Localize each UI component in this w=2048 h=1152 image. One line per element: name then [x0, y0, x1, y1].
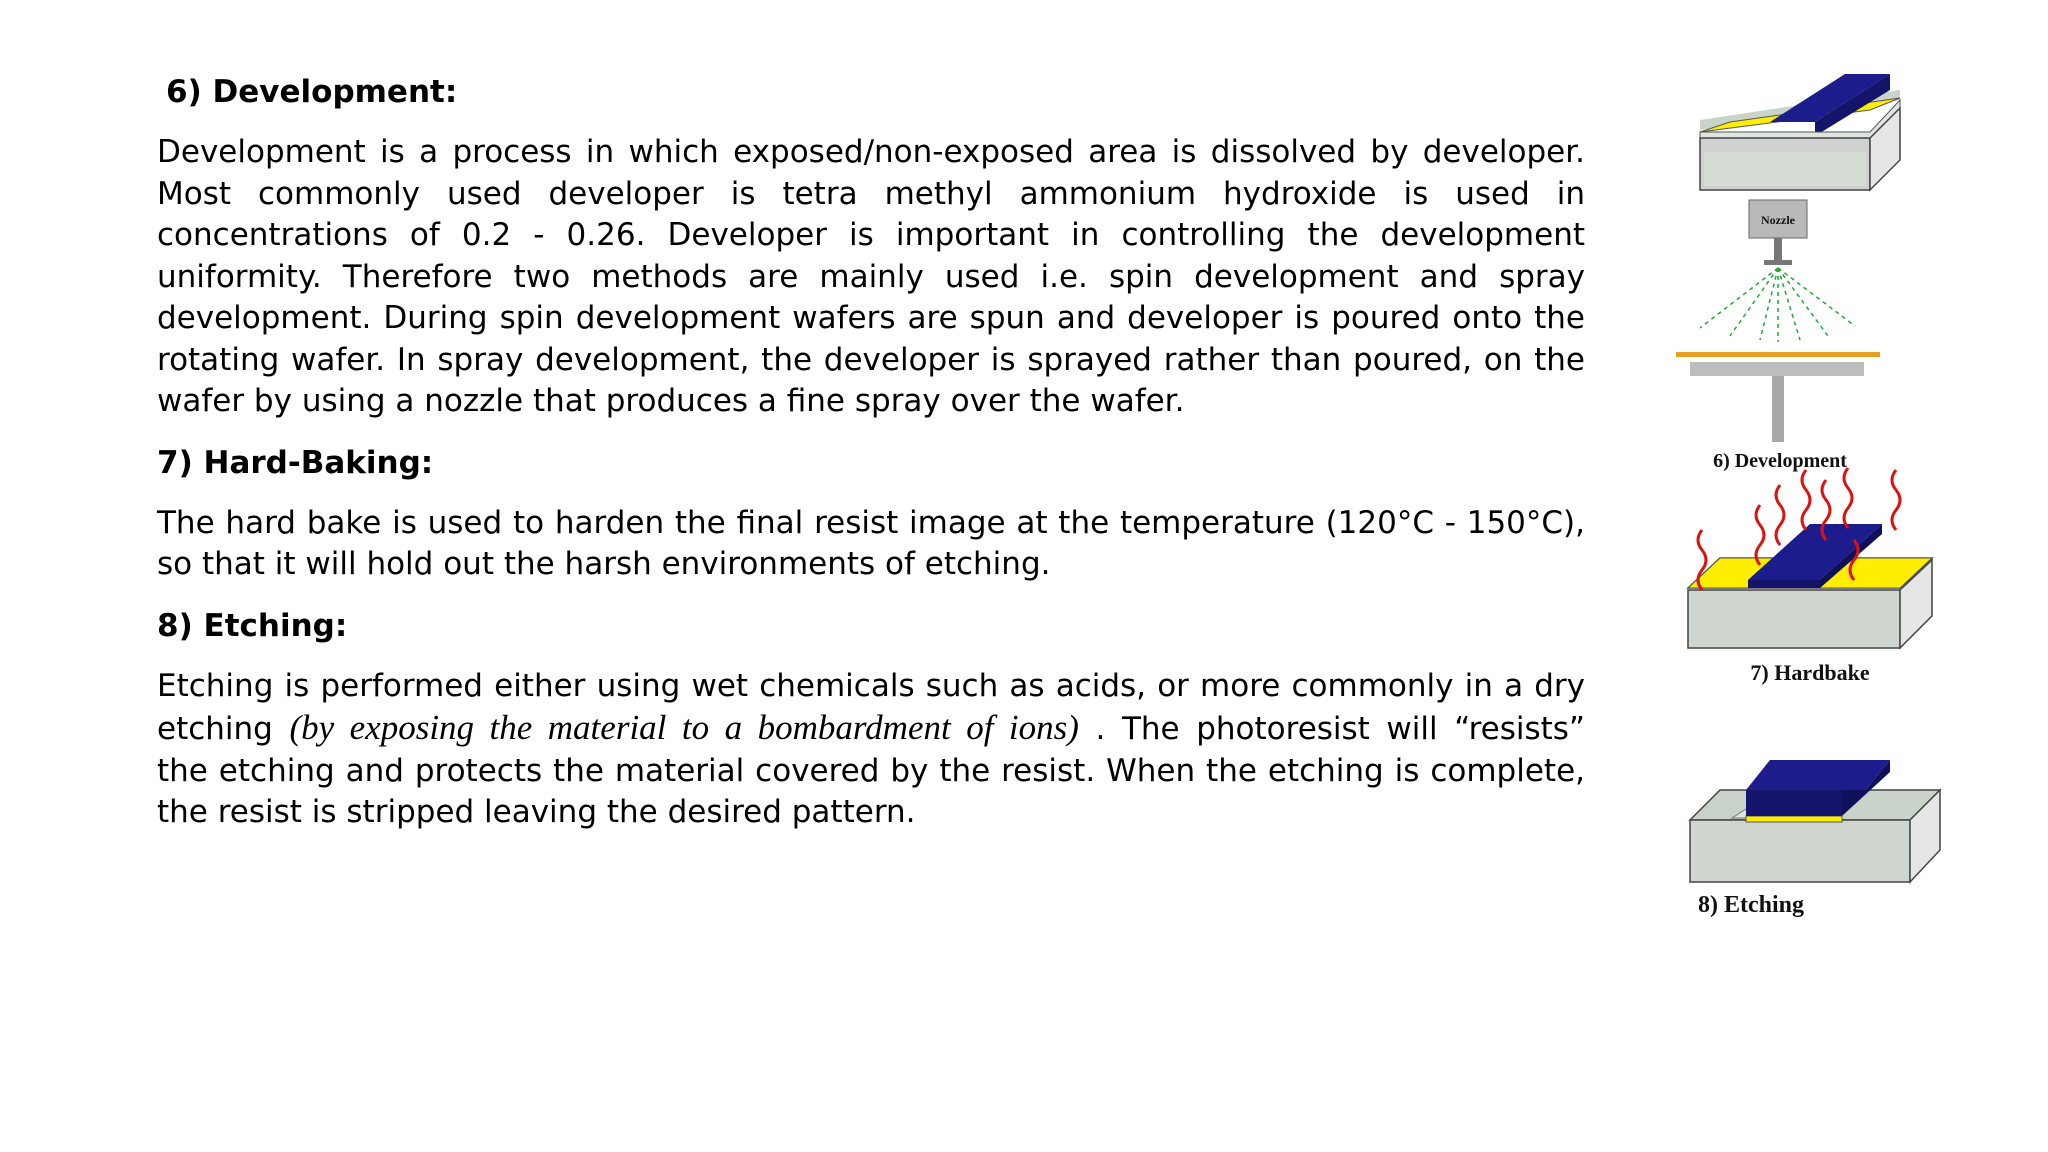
text-line: wafer by using a nozzle that produces a fine spray over the wafer. [157, 383, 1185, 419]
caption-etching: 8) Etching [1698, 892, 1805, 918]
heading-hard-baking: 7) Hard-Baking: [157, 444, 434, 481]
text-line: Most commonly used developer is tetra methyl ammonium hydroxide is used in [157, 175, 1585, 212]
resist-line-front [1746, 790, 1842, 816]
text-fragment: etching [157, 711, 290, 747]
italic-note: (by exposing the material to a bombardment of ions) [289, 708, 1079, 747]
nozzle-tip [1764, 260, 1792, 265]
chuck-shaft [1772, 376, 1784, 442]
text-line: Etching is performed either using wet chemicals such as acids, or more commonly in a dry [157, 667, 1585, 704]
substrate-front [1688, 590, 1900, 648]
nozzle-stem [1774, 238, 1782, 260]
process-figures [1660, 60, 1960, 940]
film-layer [1746, 816, 1842, 822]
resist-line-front [1748, 580, 1820, 588]
wafer-plate [1676, 352, 1880, 357]
paragraph-hard-baking [157, 503, 1585, 586]
substrate-hatch [1704, 152, 1866, 186]
heading-development: 6) Development: [166, 74, 458, 110]
text-line: The hard bake is used to harden the final resist image at the temperature (120°C - 150°C), [157, 504, 1585, 541]
paragraph-etching [157, 666, 1585, 834]
text-line: uniformity. Therefore two methods are mainly used i.e. spin development and spray [157, 258, 1585, 295]
substrate-front [1690, 820, 1910, 882]
text-line: the resist is stripped leaving the desired pattern. [157, 794, 916, 830]
text-line: so that it will hold out the harsh environments of etching. [157, 546, 1051, 582]
etching-figure [1690, 760, 1940, 918]
text-line: concentrations of 0.2 - 0.26. Developer is important in controlling the development [157, 217, 1585, 253]
text-line [157, 707, 1585, 751]
heading-etching: 8) Etching: [157, 607, 348, 644]
paragraph-development [157, 132, 1585, 423]
text-line: development. During spin development wafers are spun and developer is poured onto the [157, 300, 1585, 336]
text-line: the etching and protects the material covered by the resist. When the etching is complete, [157, 752, 1585, 789]
spray-pattern [1700, 268, 1855, 342]
text-column [157, 70, 1585, 852]
chuck-plate [1690, 362, 1864, 376]
hardbake-figure [1688, 468, 1932, 685]
text-line: Development is a process in which exposed/non-exposed area is dissolved by developer. [157, 134, 1585, 170]
text-fragment: . The photoresist will “resists” [1078, 711, 1585, 747]
development-figure [1676, 74, 1900, 472]
text-line: rotating wafer. In spray development, the developer is sprayed rather than poured, on the [157, 341, 1585, 378]
caption-hardbake: 7) Hardbake [1750, 660, 1870, 685]
caption-development: 6) Development [1713, 450, 1847, 472]
resist-line-top [1746, 760, 1890, 790]
nozzle-label: Nozzle [1761, 213, 1795, 227]
